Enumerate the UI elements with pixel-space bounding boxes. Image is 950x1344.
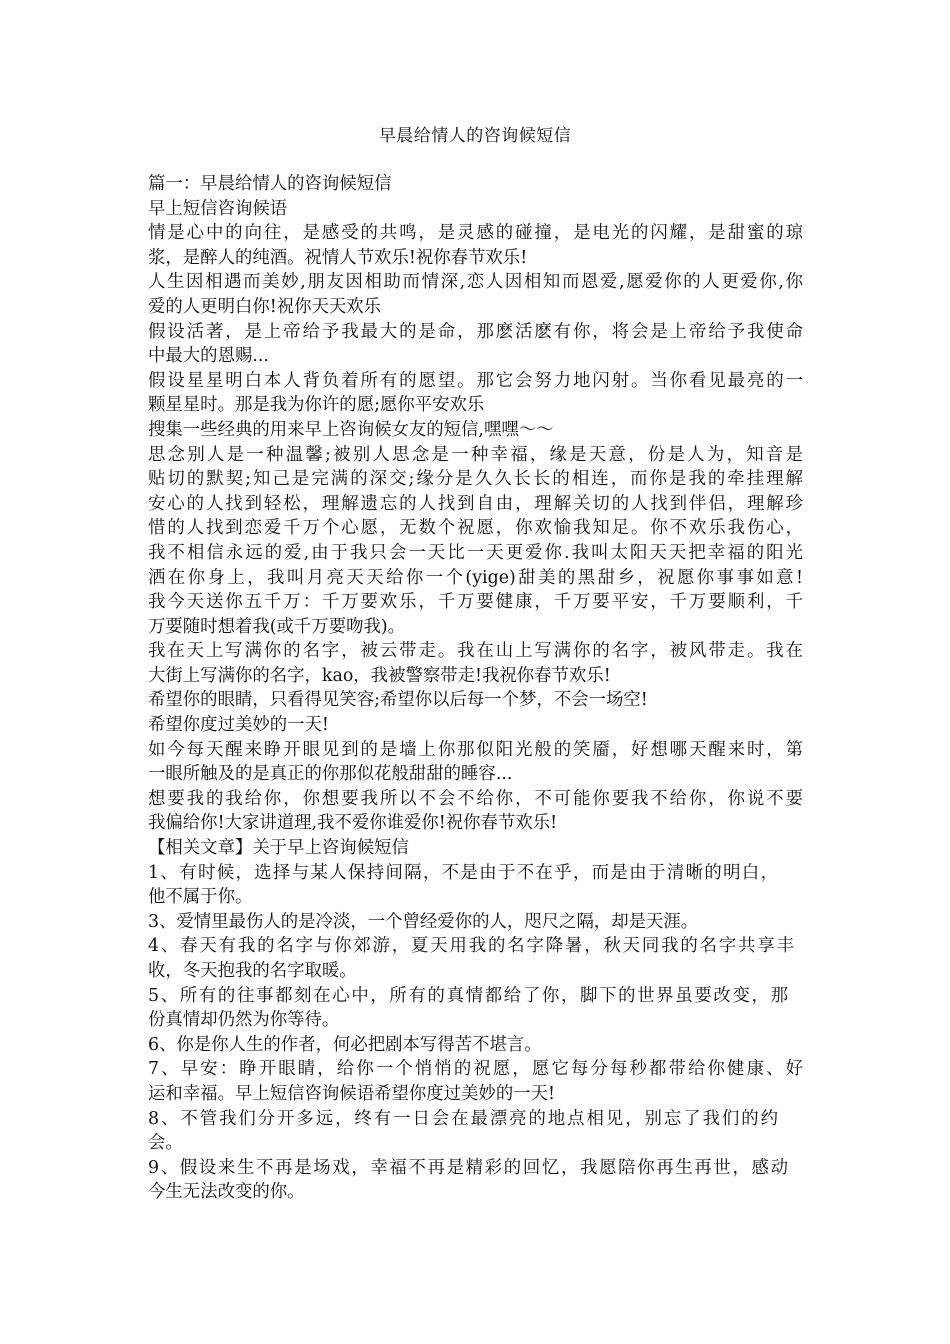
text-line: 希望你度过美妙的一天! bbox=[148, 715, 329, 736]
text-line: 爱的人更明白你!祝你天天欢乐 bbox=[148, 296, 382, 317]
text-line: 份真情却仍然为你等待。 bbox=[148, 1010, 340, 1031]
text-line: 中最大的恩赐... bbox=[148, 346, 269, 367]
text-line: 假设活著，是上帝给予我最大的是命，那麽活麽有你，将会是上帝给予我使命 bbox=[148, 321, 803, 342]
text-line: 如今每天醒来睁开眼见到的是墙上你那似阳光般的笑靥，好想哪天醒来时，第 bbox=[148, 739, 803, 760]
text-line: 假设星星明白本人背负着所有的愿望。那它会努力地闪射。当你看见最亮的一 bbox=[148, 370, 803, 391]
text-line: 搜集一些经典的用来早上咨询候女友的短信,嘿嘿～～ bbox=[148, 419, 554, 440]
text-line: 贴切的默契;知己是完满的深交;缘分是久久长长的相连，而你是我的牵挂理解 bbox=[148, 469, 803, 490]
text-line: 我在天上写满你的名字，被云带走。我在山上写满你的名字，被风带走。我在 bbox=[148, 641, 803, 662]
text-line: 浆，是醉人的纯酒。祝情人节欢乐!祝你春节欢乐! bbox=[148, 247, 528, 268]
text-line: 早上短信咨询候语 bbox=[148, 198, 288, 219]
text-line: 颗星星时。那是我为你许的愿;愿你平安欢乐 bbox=[148, 395, 485, 416]
text-line: 3、爱情里最伤人的是冷淡，一个曾经爱你的人，咫尺之隔，却是天涯。 bbox=[148, 911, 699, 932]
text-line: 4、春天有我的名字与你郊游，夏天用我的名字降暑，秋天同我的名字共享丰 bbox=[148, 936, 794, 957]
text-line: 我今天送你五千万：千万要欢乐，千万要健康，千万要平安，千万要顺利，千 bbox=[148, 592, 803, 613]
text-line: 6、你是你人生的作者，何必把剧本写得苦不堪言。 bbox=[148, 1034, 542, 1055]
text-line: 篇一：早晨给情人的咨询候短信 bbox=[148, 174, 392, 194]
text-line: 5、所有的往事都刻在心中，所有的真情都给了你，脚下的世界虽要改变，那 bbox=[148, 985, 788, 1006]
text-line: 洒在你身上，我叫月亮天天给你一个(yige)甜美的黑甜乡，祝愿你事事如意! bbox=[148, 567, 803, 588]
document-title: 早晨给情人的咨询候短信 bbox=[378, 126, 572, 146]
text-line: 思念别人是一种温馨;被别人思念是一种幸福，缘是天意，份是人为，知音是 bbox=[148, 444, 803, 465]
text-line: 情是心中的向往，是感受的共鸣，是灵感的碰撞，是电光的闪耀，是甜蜜的琼 bbox=[148, 223, 803, 244]
text-line: 我偏给你!大家讲道理,我不爱你谁爱你!祝你春节欢乐! bbox=[148, 813, 558, 834]
text-line: 想要我的我给你，你想要我所以不会不给你，不可能你要我不给你，你说不要 bbox=[148, 788, 803, 809]
text-line: 【相关文章】关于早上咨询候短信 bbox=[148, 838, 409, 859]
text-line: 1、有时候，选择与某人保持间隔，不是由于不在乎，而是由于清晰的明白， bbox=[148, 862, 778, 883]
text-line: 一眼所触及的是真正的你那似花般甜甜的睡容... bbox=[148, 764, 513, 785]
text-line: 我不相信永远的爱,由于我只会一天比一天更爱你.我叫太阳天天把幸福的阳光 bbox=[148, 542, 803, 563]
document-body bbox=[148, 172, 803, 1205]
text-line: 安心的人找到轻松，理解遗忘的人找到自由，理解关切的人找到伴侣，理解珍 bbox=[148, 493, 803, 514]
text-line: 9、假设来生不再是场戏，幸福不再是精彩的回忆，我愿陪你再生再世，感动 bbox=[148, 1157, 788, 1178]
text-line: 大街上写满你的名字，kao，我被警察带走!我祝你春节欢乐! bbox=[148, 665, 611, 686]
text-line: 希望你的眼睛，只看得见笑容;希望你以后每一个梦，不会一场空! bbox=[148, 690, 648, 711]
text-line: 收，冬天抱我的名字取暖。 bbox=[148, 961, 357, 981]
text-line: 8、不管我们分开多远，终有一日会在最漂亮的地点相见，别忘了我们的约 bbox=[148, 1108, 778, 1129]
text-line: 人生因相遇而美妙,朋友因相助而情深,恋人因相知而恩爱,愿爱你的人更爱你,你 bbox=[148, 272, 803, 293]
text-line: 7、早安：睁开眼睛，给你一个悄悄的祝愿，愿它每分每秒都带给你健康、好 bbox=[148, 1059, 803, 1080]
text-line: 万要随时想着我(或千万要吻我)。 bbox=[148, 616, 406, 637]
text-line: 运和幸福。早上短信咨询候语希望你度过美妙的一天! bbox=[148, 1083, 555, 1104]
text-line: 会。 bbox=[148, 1133, 183, 1154]
text-line: 惜的人找到恋爱千万个心愿，无数个祝愿，你欢愉我知足。你不欢乐我伤心， bbox=[148, 518, 803, 539]
text-line: 他不属于你。 bbox=[148, 887, 253, 908]
text-line: 今生无法改变的你。 bbox=[148, 1182, 305, 1203]
